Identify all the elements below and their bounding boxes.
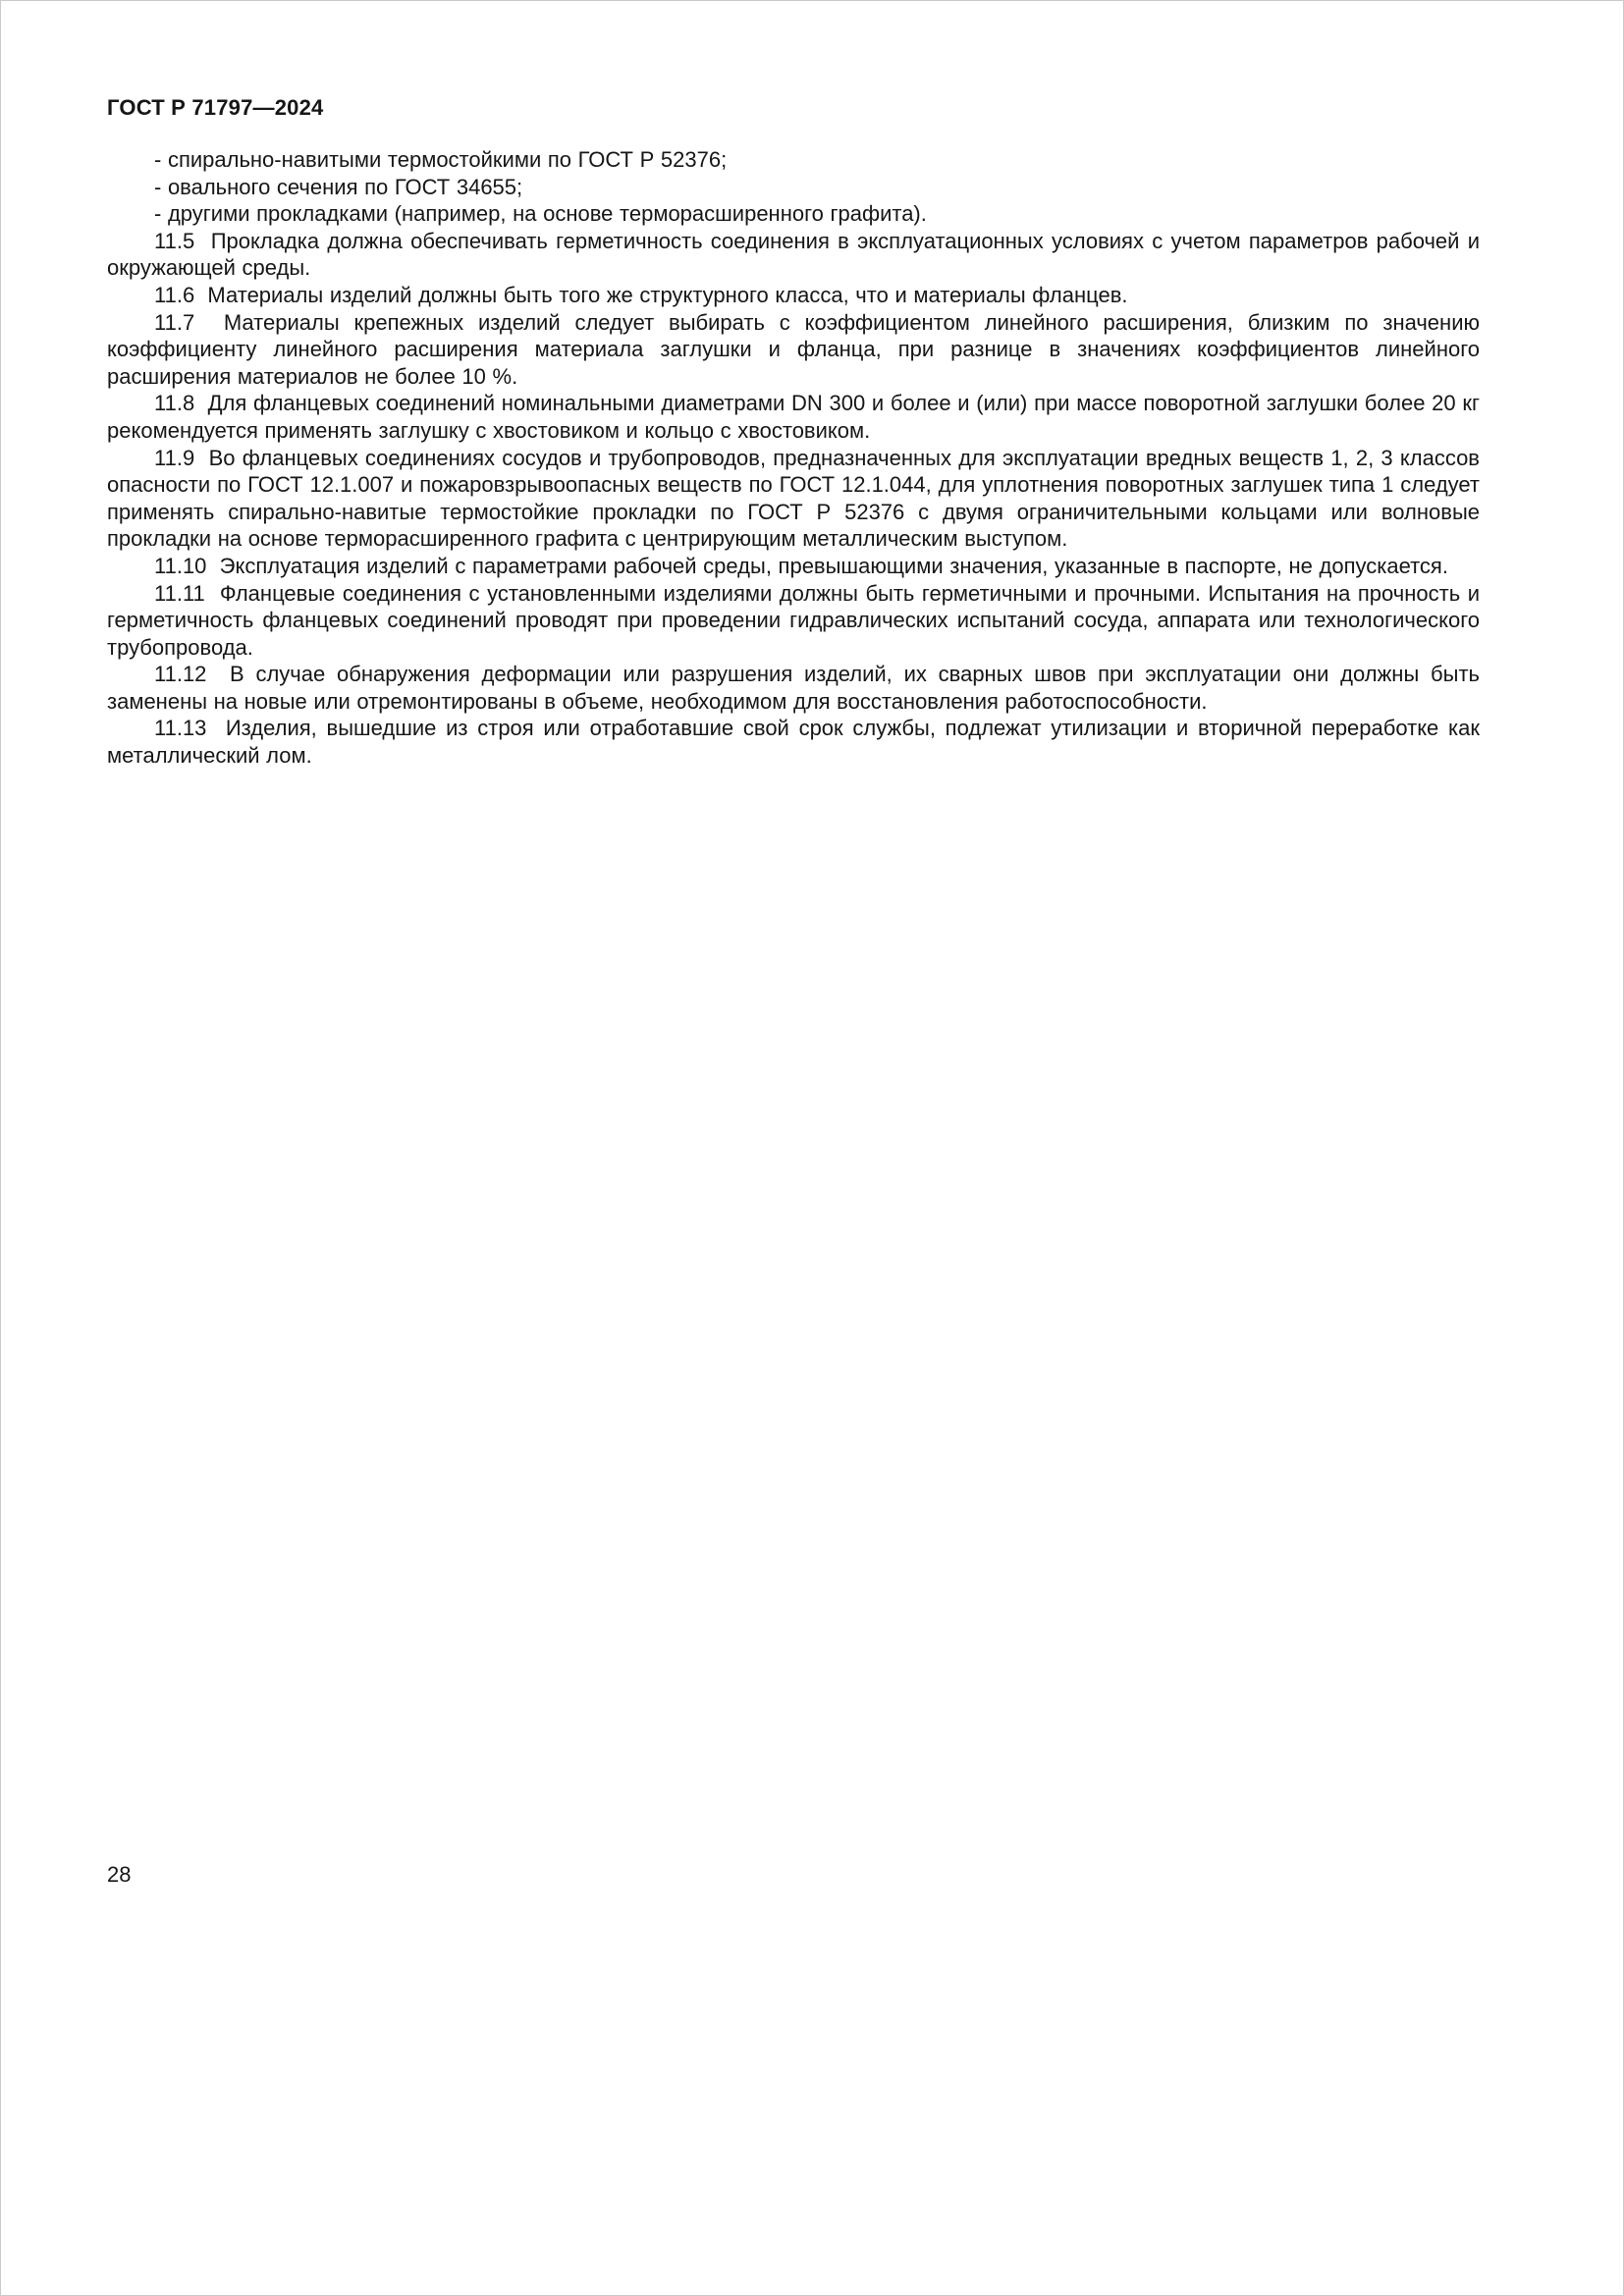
clause-paragraph: 11.5 Прокладка должна обеспечивать герметичность соединения в эксплуатационных условиях с учетом параметров рабочей и окружающей среды. xyxy=(107,228,1480,281)
clause-paragraph: 11.7 Материалы крепежных изделий следует выбирать с коэффициентом линейного расширения, близким по значению коэффициенту линейного расширения материала заглушки и фланца, при разнице в значениях коэффициентов линейного расширения материалов не более 10 %. xyxy=(107,309,1480,389)
clause-paragraph: 11.10 Эксплуатация изделий с параметрами рабочей среды, превышающими значения, указанные в паспорте, не допускается. xyxy=(154,553,1448,578)
clause-paragraph: 11.9 Во фланцевых соединениях сосудов и трубопроводов, предназначенных для эксплуатации вредных веществ 1, 2, 3 классов опасности по ГОСТ 12.1.007 и пожаровзрывоопасных веществ по ГОСТ 12.1.044, для уплотнения поворотных заглушек типа 1 следует применять спирально-навитые термостойкие прокладки по ГОСТ Р 52376 с двумя ограничительными кольцами или волновые прокладки на основе терморасширенного графита с центрирующим металлическим выступом. xyxy=(107,445,1480,552)
list-item: - спирально-навитыми термостойкими по ГОСТ Р 52376; xyxy=(154,147,728,172)
clause-paragraph: 11.12 В случае обнаружения деформации или разрушения изделий, их сварных швов при эксплуатации они должны быть заменены на новые или отремонтированы в объеме, необходимом для восстановления работоспособности. xyxy=(107,662,1480,714)
clause-paragraph: 11.8 Для фланцевых соединений номинальными диаметрами DN 300 и более и (или) при массе поворотной заглушки более 20 кг рекомендуется применять заглушку с хвостовиком и кольцо с хвостовиком. xyxy=(107,391,1480,443)
page-header xyxy=(107,95,324,121)
clause-paragraph: 11.6 Материалы изделий должны быть того же структурного класса, что и материалы фланцев. xyxy=(154,282,1128,307)
list-item: - другими прокладками (например, на основе терморасширенного графита). xyxy=(154,201,927,227)
document-number: ГОСТ Р 71797—2024 xyxy=(107,95,324,120)
list-item: - овального сечения по ГОСТ 34655; xyxy=(154,174,523,199)
page-footer xyxy=(107,1862,131,1888)
clause-paragraph: 11.11 Фланцевые соединения с установленными изделиями должны быть герметичными и прочными. Испытания на прочность и герметичность фланцевых соединений проводят при проведении гидравлических испытаний сосуда, аппарата или технологического трубопровода. xyxy=(107,580,1480,660)
page-number: 28 xyxy=(107,1862,132,1887)
document-body xyxy=(107,146,1480,770)
clause-paragraph: 11.13 Изделия, вышедшие из строя или отработавшие свой срок службы, подлежат утилизации и вторичной переработке как металлический лом. xyxy=(107,716,1480,769)
